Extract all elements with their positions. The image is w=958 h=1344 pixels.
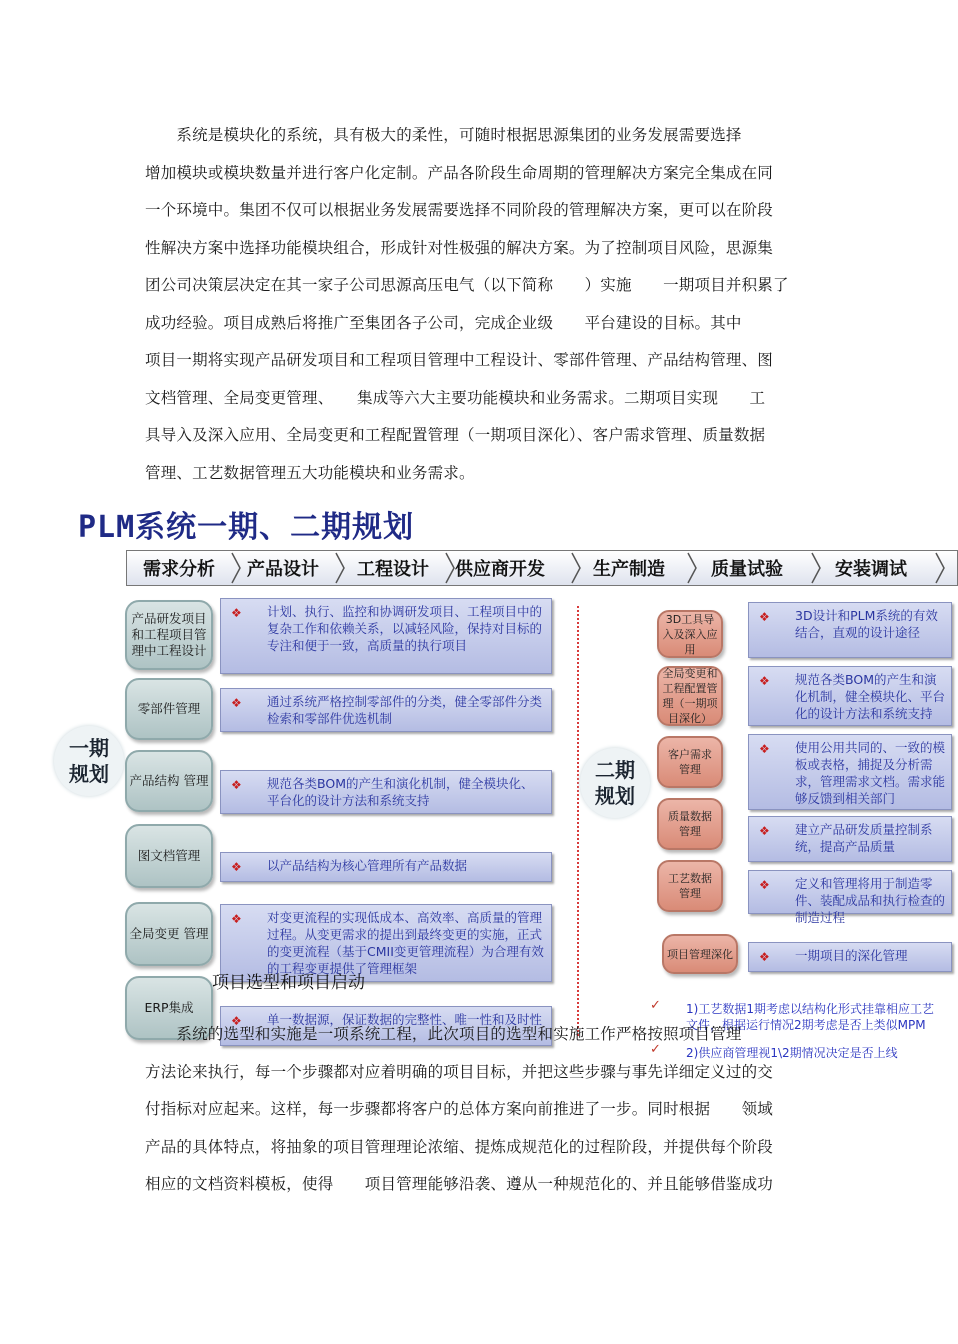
text-line: 一个环境中。集团不仅可以根据业务发展需要选择不同阶段的管理解决方案，更可以在阶段 (145, 201, 774, 219)
diamond-bullet-icon: ❖ (759, 878, 770, 892)
diamond-bullet-icon: ❖ (759, 610, 770, 624)
phase1-circle (54, 726, 124, 796)
text-line: 方法论来执行，每一个步骤都对应着明确的项目目标，并把这些步骤与事先详细定义过的交 (145, 1062, 774, 1081)
note-line: 1)工艺数据1期考虑以结构化形式挂靠相应工艺 (686, 1002, 934, 1016)
phase1-module: 产品研发项目和工程项目管理中工程设计 (125, 600, 213, 670)
phase1-module: ERP集成 (125, 976, 213, 1040)
phase2-desc: 3D设计和PLM系统的有效结合，直观的设计途径 (795, 608, 938, 640)
text-line: 系统是模块化的系统，具有极大的柔性，可随时根据思源集团的业务发展需要选择 (145, 126, 742, 144)
diamond-bullet-icon: ❖ (231, 860, 242, 874)
chevron-right-icon (687, 553, 697, 583)
phase1-module: 产品结构 管理 (125, 750, 213, 812)
section-heading: 项目选型和项目启动 (212, 973, 365, 993)
text-line: 团公司决策层决定在其一家子公司思源高压电气（以下简称 ）实施 一期项目并积累了 (145, 276, 789, 294)
phase2-circle (580, 748, 650, 818)
phase-bar (126, 550, 958, 586)
diamond-bullet-icon: ❖ (231, 778, 242, 792)
phase-label: 需求分析 (143, 559, 215, 580)
phase2-desc: 定义和管理将用于制造零件、装配成品和执行检查的制造过程 (795, 876, 946, 925)
phase1-desc-box (220, 852, 552, 882)
text-line: 系统的选型和实施是一项系统工程，此次项目的选型和实施工作严格按照项目管理 (145, 1025, 742, 1043)
phase2-desc: 建立产品研发质量控制系统，提高产品质量 (795, 822, 933, 854)
text-line: 产品的具体特点，将抽象的项目管理理论浓缩、提炼成规范化的过程阶段，并提供每个阶段 (145, 1137, 774, 1156)
phase1-desc-box (220, 770, 552, 814)
phase2-desc-box (748, 602, 952, 658)
phase2-module: 质量数据 管理 (657, 798, 723, 850)
diamond-bullet-icon: ❖ (759, 674, 770, 688)
phase2-desc: 使用公用共同的、一致的模板或表格，捕捉及分析需求，管理需求文档。需求能够反馈到相关部门 (795, 740, 946, 806)
diamond-bullet-icon: ❖ (759, 950, 770, 964)
phase2-desc-box (748, 734, 952, 810)
phase2-desc-box (748, 816, 952, 862)
diamond-bullet-icon: ❖ (231, 912, 242, 926)
phase-label: 安装调试 (835, 559, 907, 580)
note-line: 2)供应商管理视1\2期情况决定是否上线 (686, 1046, 898, 1060)
phase2-desc-box (748, 666, 952, 726)
chevron-right-icon (935, 553, 945, 583)
text-line: 相应的文档资料模板，使得 项目管理能够沿袭、遵从一种规范化的、并且能够借鉴成功 (145, 1175, 774, 1193)
phase1-desc: 对变更流程的实现低成本、高效率、高质量的管理过程。从变更需求的提出到最终变更的实施，正式的变更流程（基于CMII变更管理流程）为合理有效的工程变更提供了管理框架 (267, 910, 544, 976)
phase-label: 产品设计 (247, 559, 319, 580)
phase2-desc: 一期项目的深化管理 (795, 948, 908, 963)
chevron-right-icon (335, 553, 345, 583)
text-line: 性解决方案中选择功能模块组合，形成针对性极强的解决方案。为了控制项目风险，思源集 (145, 238, 774, 257)
chevron-right-icon (811, 553, 821, 583)
text-line: 成功经验。项目成熟后将推广至集团各子公司，完成企业级 平台建设的目标。其中 (145, 313, 742, 332)
diamond-bullet-icon: ❖ (231, 606, 242, 620)
phase-divider (577, 606, 579, 1036)
phase-label: 供应商开发 (455, 559, 545, 580)
phase2-desc-box (748, 942, 952, 972)
phase-label: 生产制造 (593, 559, 665, 580)
phase1-desc: 规范各类BOM的产生和演化机制，健全模块化、平台化的设计方法和系统支持 (267, 776, 534, 808)
phase2-label-line: 二期 (595, 758, 635, 782)
phase-label: 工程设计 (357, 559, 429, 580)
phase2-label-line: 规划 (595, 784, 635, 808)
text-line: 增加模块或模块数量并进行客户化定制。产品各阶段生命周期的管理解决方案完全集成在同 (145, 163, 774, 182)
phase1-desc: 通过系统严格控制零部件的分类，健全零部件分类检索和零部件优选机制 (267, 694, 543, 726)
phase1-desc-box (220, 688, 552, 732)
phase1-module: 图文档管理 (125, 824, 213, 888)
chevron-right-icon (231, 553, 241, 583)
text-line: 项目一期将实现产品研发项目和工程项目管理中工程设计、零部件管理、产品结构管理、图 (145, 351, 774, 369)
checkmark-icon: ✓ (650, 1042, 661, 1057)
phase2-module: 项目管理深化 (662, 934, 738, 974)
phase1-desc: 计划、执行、监控和协调研发项目、工程项目中的复杂工作和依赖关系，以减轻风险，保持对目标的专注和便于一致，高质量的执行项目 (267, 604, 543, 653)
text-line: 文档管理、全局变更管理、 集成等六大主要功能模块和业务需求。二期项目实现 工 (145, 388, 766, 407)
note-line: 文件，根据运行情况2期考虑是否上类似MPM (686, 1018, 926, 1032)
text-line: 具导入及深入应用、全局变更和工程配置管理（一期项目深化）、客户需求管理、质量数据 (145, 426, 766, 444)
phase1-label-line: 规划 (69, 762, 109, 786)
diamond-bullet-icon: ❖ (231, 1014, 242, 1028)
phase1-label-line: 一期 (69, 736, 109, 760)
phase2-module: 3D工具导入及深入应用 (657, 610, 723, 658)
phase2-desc-box (748, 870, 952, 925)
chevron-right-icon (445, 553, 455, 583)
phase1-module: 全局变更 管理 (125, 902, 213, 966)
phase1-module: 零部件管理 (125, 678, 213, 740)
chevron-right-icon (571, 553, 581, 583)
phase-label: 质量试验 (711, 559, 783, 580)
plm-plan-figure (0, 498, 950, 1058)
checkmark-icon: ✓ (650, 998, 661, 1013)
diamond-bullet-icon: ❖ (759, 742, 770, 756)
text-line: 付指标对应起来。这样，每一步骤都将客户的总体方案向前推进了一步。同时根据 领域 (145, 1100, 774, 1118)
phase2-module: 全局变更和工程配置管理（一期项目深化） (657, 666, 723, 726)
phase1-desc-box (220, 598, 552, 674)
text-line: 管理、工艺数据管理五大功能模块和业务需求。 (145, 463, 475, 482)
phase2-desc: 规范各类BOM的产生和演化机制，健全模块化、平台化的设计方法和系统支持 (795, 672, 946, 721)
phase1-desc: 单一数据源，保证数据的完整性、唯一性和及时性 (267, 1012, 543, 1027)
diamond-bullet-icon: ❖ (231, 696, 242, 710)
phase2-module: 工艺数据 管理 (657, 860, 723, 912)
phase2-module: 客户需求 管理 (657, 736, 723, 788)
figure-title: PLM系统一期、二期规划 (78, 510, 415, 545)
diamond-bullet-icon: ❖ (759, 824, 770, 838)
phase1-desc: 以产品结构为核心管理所有产品数据 (267, 858, 468, 873)
